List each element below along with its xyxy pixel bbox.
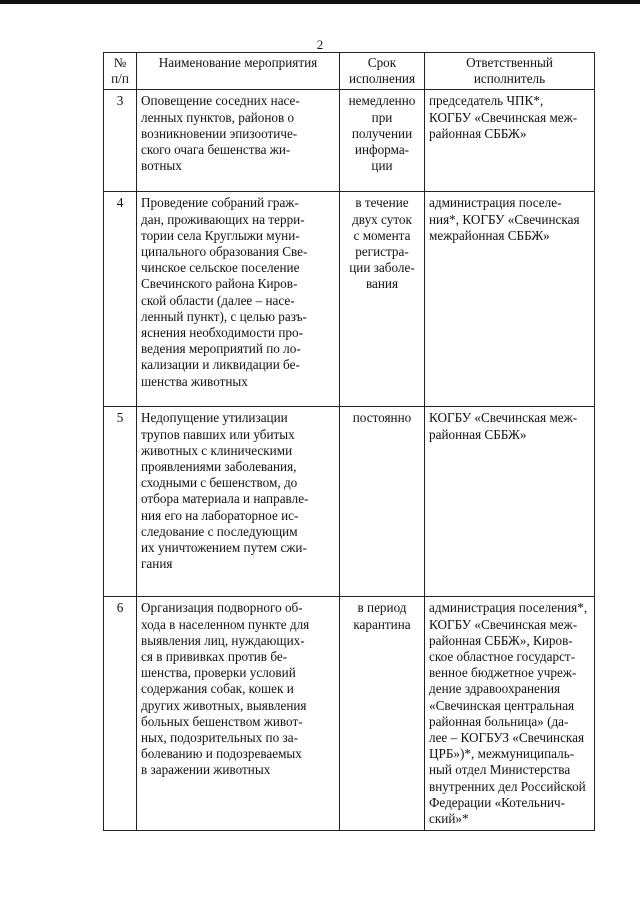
measure-name: Проведение собраний граж- дан, проживающих на терри- тории села Круглыжи муни- ципального образования Све- чинское сельское поселение Свечинского района Киров- ской области (далее – насе- ленный пункт), с целью разъ- яснения необходимости про- ведения мероприятий по ло- кализации и ликвидации бе- шенства животных [137,192,340,407]
measure-name: Недопущение утилизации трупов павших или убитых животных с клиническими проявлениями заболевания, сходными с бешенством, до отбора материала и направле- ния его на лабораторное ис- следование с последующим их уничтожением путем сжи- гания [137,407,340,597]
responsible: администрация поселения*, КОГБУ «Свечинская меж- районная СББЖ», Киров- ское областное государст- венное бюджетное учреж- дение здравоохранения «Свечинская центральная районная больница» (да- лее – КОГБУЗ «Свечинская ЦРБ»)*, межмуниципаль- ный отдел Министерства внутренних дел Российской Федерации «Котельнич- ский»* [425,597,595,831]
row-number: 6 [104,597,137,831]
deadline: в период карантина [340,597,425,831]
table-row [104,192,595,407]
measure-name: Организация подворного об- хода в населенном пункте для выявления лиц, нуждающих- ся в прививках против бе- шенства, проверки условий содержания собак, кошек и других животных, выявления больных бешенством живот- ных, подозрительных по за- болеванию и подозреваемых в заражении животных [137,597,340,831]
table-row [104,90,595,192]
top-border-rule [0,0,640,4]
table-header-row [104,53,595,90]
deadline: в течение двух суток с момента регистра- ции заболе- вания [340,192,425,407]
header-deadline: Срок исполнения [340,53,425,90]
responsible: председатель ЧПК*, КОГБУ «Свечинская меж- районная СББЖ» [425,90,595,192]
deadline: немедленно при получении информа- ции [340,90,425,192]
table-row [104,407,595,597]
row-number: 4 [104,192,137,407]
row-number: 3 [104,90,137,192]
responsible: администрация поселе- ния*, КОГБУ «Свечинская межрайонная СББЖ» [425,192,595,407]
measures-table [103,52,595,831]
table-row [104,597,595,831]
responsible: КОГБУ «Свечинская меж- районная СББЖ» [425,407,595,597]
header-measure-name: Наименование мероприятия [137,53,340,90]
header-number: № п/п [104,53,137,90]
measure-name: Оповещение соседних насе- ленных пунктов, районов о возникновении эпизоотиче- ского очага бешенства жи- вотных [137,90,340,192]
row-number: 5 [104,407,137,597]
header-responsible: Ответственный исполнитель [425,53,595,90]
deadline: постоянно [340,407,425,597]
page-number: 2 [316,37,324,52]
